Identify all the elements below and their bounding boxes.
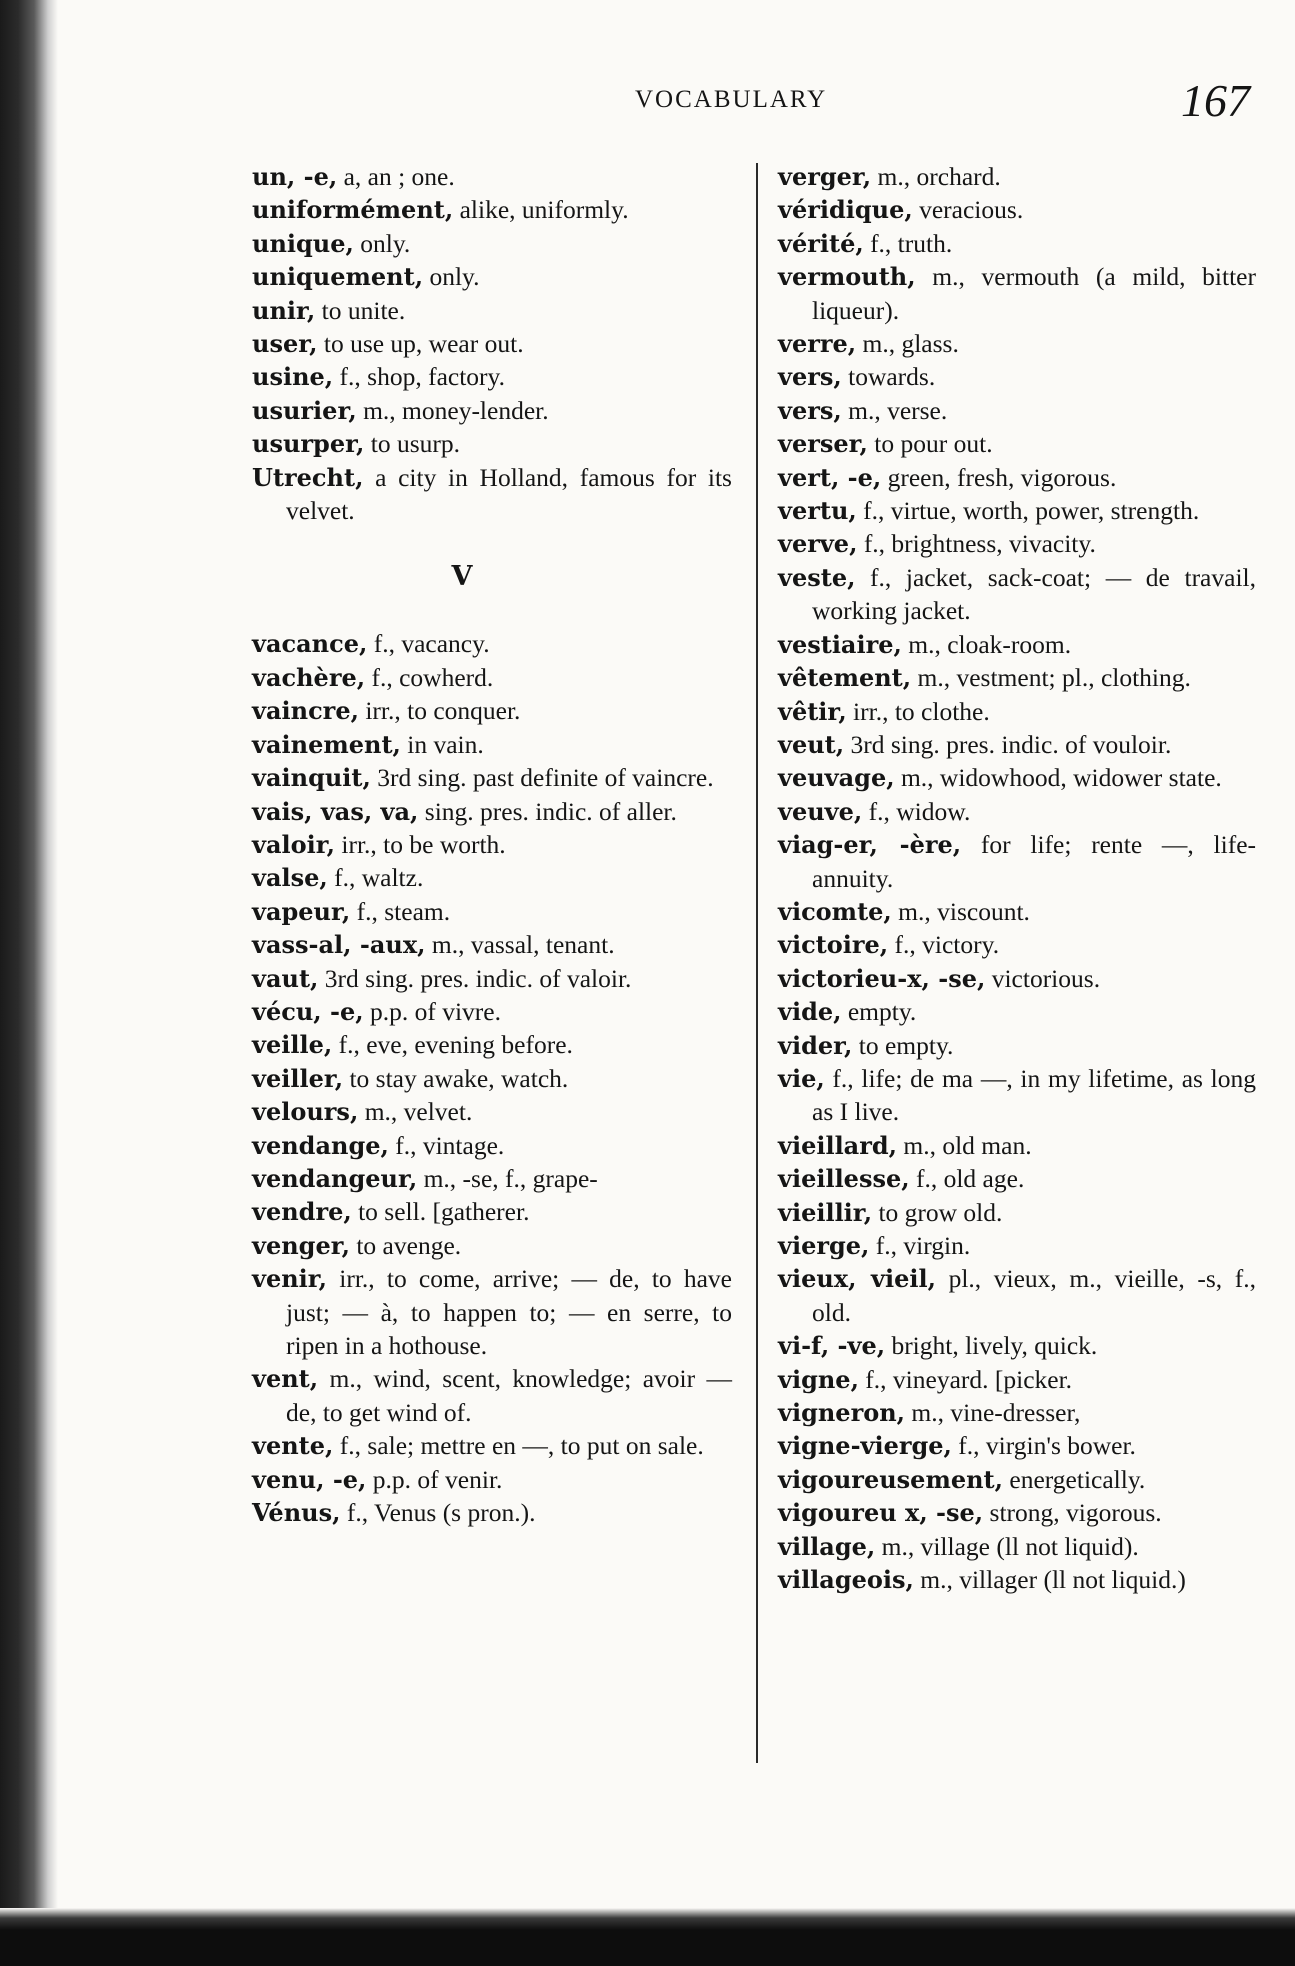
headword: victoire, <box>778 930 889 960</box>
headword: veuve, <box>778 796 863 826</box>
headword: vert, -e, <box>778 462 882 492</box>
vocab-entry <box>252 1195 732 1228</box>
vocab-entry <box>778 494 1256 527</box>
definition: f., brightness, vivacity. <box>857 529 1096 559</box>
definition: f., widow. <box>862 796 971 826</box>
vocab-entry <box>252 1028 732 1061</box>
headword: vigne, <box>778 1364 859 1394</box>
vocab-entry <box>252 1229 732 1262</box>
headword: usurper, <box>252 429 365 459</box>
definition: m., verse. <box>841 395 948 425</box>
vocab-entry <box>778 1129 1256 1162</box>
vocab-entry <box>252 227 732 260</box>
vocab-entry <box>778 761 1256 794</box>
definition: irr., to come, arrive; — de, to have just; — à, to happen to; — en serre, to ripen in a hothouse. <box>286 1264 732 1360</box>
headword: vigneron, <box>778 1398 906 1428</box>
definition: 3rd sing. past definite of vaincre. <box>370 763 714 793</box>
vocab-entry <box>778 461 1256 494</box>
headword: usine, <box>252 362 334 392</box>
vocab-entry <box>778 1329 1256 1362</box>
definition: veracious. <box>912 195 1024 225</box>
definition: f., sale; mettre en —, to put on sale. <box>333 1431 704 1461</box>
vocab-entry <box>252 962 732 995</box>
definition: m., vine-dresser, <box>905 1398 1081 1428</box>
vocab-entry <box>778 661 1256 694</box>
vocab-entry <box>252 928 732 961</box>
definition: f., eve, evening before. <box>332 1030 573 1060</box>
definition: irr., to be worth. <box>335 829 506 859</box>
vocab-entry <box>252 193 732 226</box>
vocab-entry <box>778 327 1256 360</box>
headword: verser, <box>778 429 868 459</box>
headword: vent, <box>252 1364 319 1394</box>
headword: un, -e, <box>252 162 338 191</box>
definition: f., victory. <box>888 930 1000 960</box>
headword: véridique, <box>778 195 913 225</box>
vocab-entry <box>252 1062 732 1095</box>
definition: to usurp. <box>364 429 460 459</box>
headword: villageois, <box>778 1565 914 1595</box>
page-bottom-edge <box>0 1908 1295 1966</box>
definition: m., old man. <box>897 1130 1032 1160</box>
vocab-entry <box>778 628 1256 661</box>
headword: veuvage, <box>778 763 895 793</box>
vocab-entry <box>252 861 732 894</box>
headword: venir, <box>252 1264 328 1294</box>
headword: vass-al, -aux, <box>252 930 426 960</box>
vocab-entry <box>778 1262 1256 1329</box>
vocab-entry <box>778 728 1256 761</box>
left-column <box>252 160 732 1529</box>
headword: vers, <box>778 395 842 425</box>
definition: f., cowherd. <box>365 662 494 692</box>
definition: alike, uniformly. <box>453 195 629 225</box>
page-number: 167 <box>1181 75 1250 126</box>
definition: m., wind, scent, knowledge; avoir — de, to get wind of. <box>286 1364 732 1427</box>
vocab-entry <box>252 895 732 928</box>
headword: veille, <box>252 1030 333 1060</box>
vocab-entry <box>252 828 732 861</box>
headword: village, <box>778 1531 876 1561</box>
definition: to avenge. <box>349 1230 462 1260</box>
vocab-entry <box>252 294 732 327</box>
headword: vêtir, <box>778 696 847 726</box>
vocab-entry <box>778 695 1256 728</box>
definition: f., vineyard. [picker. <box>858 1364 1073 1394</box>
headword: unir, <box>252 295 316 325</box>
definition: to pour out. <box>867 429 993 459</box>
definition: f., virgin's bower. <box>951 1431 1136 1461</box>
vocab-entry <box>778 1196 1256 1229</box>
vocab-entry <box>778 1429 1256 1462</box>
definition: f., shop, factory. <box>333 362 505 392</box>
column-divider <box>756 163 758 1763</box>
vocab-entry <box>252 694 732 727</box>
vocab-entry <box>252 1095 732 1128</box>
vocab-entry <box>778 995 1256 1028</box>
vocab-entry <box>778 260 1256 327</box>
definition: to unite. <box>315 295 406 325</box>
vocab-entry <box>778 1029 1256 1062</box>
vocab-entry <box>252 160 732 193</box>
headword: vapeur, <box>252 896 351 926</box>
headword: vigne-vierge, <box>778 1431 952 1461</box>
headword: uniquement, <box>252 262 424 292</box>
vocab-entry <box>252 1496 732 1529</box>
definition: towards. <box>841 362 936 392</box>
vocab-entry <box>252 461 732 528</box>
definition: m., glass. <box>856 329 959 359</box>
definition: p.p. of venir. <box>366 1464 503 1494</box>
vocab-entry <box>252 394 732 427</box>
definition: m., -se, f., grape- <box>417 1163 598 1193</box>
headword: vendre, <box>252 1197 352 1227</box>
definition: m., viscount. <box>891 896 1030 926</box>
definition: f., truth. <box>863 228 953 258</box>
definition: a city in Holland, famous for its velvet. <box>286 462 732 526</box>
definition: m., money-lender. <box>356 395 549 425</box>
headword: velours, <box>252 1097 359 1127</box>
headword: vais, vas, va, <box>252 796 419 826</box>
vocab-entry <box>778 1463 1256 1496</box>
definition: to grow old. <box>872 1197 1003 1227</box>
vocab-entry <box>252 1262 732 1362</box>
definition: f., old age. <box>909 1164 1025 1194</box>
vocab-entry <box>778 193 1256 226</box>
headword: vainement, <box>252 729 401 759</box>
definition: bright, lively, quick. <box>885 1331 1098 1361</box>
headword: verve, <box>778 529 858 559</box>
vocab-entry <box>252 1162 732 1195</box>
vocab-entry <box>778 1496 1256 1529</box>
headword: viag-er, -ère, <box>778 830 962 860</box>
definition: m., velvet. <box>358 1097 473 1127</box>
headword: vieillard, <box>778 1130 898 1160</box>
definition: a, an ; one. <box>337 162 455 191</box>
headword: vaut, <box>252 963 319 993</box>
headword: veiller, <box>252 1063 344 1093</box>
definition: for life; rente —, life-annuity. <box>812 830 1257 893</box>
definition: f., jacket, sack-coat; — de travail, working jacket. <box>812 562 1256 626</box>
definition: to empty. <box>852 1030 954 1060</box>
headword: usurier, <box>252 395 357 425</box>
headword: vendangeur, <box>252 1163 418 1193</box>
headword: vi-f, -ve, <box>778 1331 886 1361</box>
headword: vertu, <box>778 496 857 526</box>
headword: vendange, <box>252 1130 389 1160</box>
headword: valse, <box>252 863 328 893</box>
headword: venu, -e, <box>252 1464 367 1494</box>
headword: vêtement, <box>778 663 912 693</box>
headword: vieux, vieil, <box>778 1264 936 1294</box>
vocab-entry <box>252 761 732 794</box>
headword: vaincre, <box>252 696 359 726</box>
headword: vider, <box>778 1030 853 1060</box>
definition: pl., vieux, m., vieille, -s, f., old. <box>812 1264 1256 1327</box>
definition: in vain. <box>400 729 484 759</box>
vocab-entry <box>778 828 1256 895</box>
headword: vierge, <box>778 1231 870 1260</box>
vocab-entry <box>778 527 1256 560</box>
definition: strong, vigorous. <box>983 1498 1162 1528</box>
vocab-entry <box>778 928 1256 961</box>
headword: vigoureusement, <box>778 1464 1003 1494</box>
vocab-entry <box>778 1396 1256 1429</box>
book-spine-shadow <box>0 0 58 1966</box>
definition: f., life; de ma —, in my lifetime, as long as I live. <box>812 1063 1256 1127</box>
vocab-entry <box>252 360 732 393</box>
vocab-entry <box>252 1463 732 1496</box>
headword: vers, <box>778 362 842 392</box>
headword: vigoureu x, -se, <box>778 1498 984 1528</box>
definition: f., waltz. <box>327 863 424 893</box>
vocab-entry <box>252 260 732 293</box>
definition: m., village (ll not liquid). <box>875 1531 1139 1561</box>
v-entries-left <box>252 627 732 1529</box>
definition: p.p. of vivre. <box>363 996 501 1026</box>
headword: unique, <box>252 228 354 258</box>
headword: verre, <box>778 329 857 359</box>
vocab-entry <box>778 561 1256 628</box>
vocab-entry <box>252 627 732 660</box>
definition: empty. <box>841 997 917 1027</box>
vocab-entry <box>778 1363 1256 1396</box>
headword: valoir, <box>252 829 335 859</box>
headword: vestiaire, <box>778 629 902 659</box>
vocab-entry <box>778 795 1256 828</box>
headword: vacance, <box>252 629 368 659</box>
definition: m., vestment; pl., clothing. <box>911 663 1191 693</box>
headword: vermouth, <box>778 262 916 292</box>
headword: Vénus, <box>252 1498 341 1528</box>
vocab-entry <box>778 160 1256 193</box>
headword: verger, <box>778 162 872 191</box>
definition: sing. pres. indic. of aller. <box>418 796 677 826</box>
headword: vicomte, <box>778 896 892 926</box>
headword: vachère, <box>252 662 366 692</box>
definition: f., vintage. <box>388 1130 505 1160</box>
definition: f., virtue, worth, power, strength. <box>856 496 1200 526</box>
vocab-entry <box>778 1563 1256 1596</box>
vocab-entry <box>778 227 1256 260</box>
right-column <box>778 160 1256 1596</box>
definition: m., vermouth (a mild, bitter liqueur). <box>812 262 1256 325</box>
definition: irr., to conquer. <box>358 696 521 726</box>
headword: veut, <box>778 729 845 759</box>
headword: vide, <box>778 997 842 1027</box>
headword: vieillesse, <box>778 1164 910 1194</box>
definition: only. <box>353 228 411 258</box>
definition: irr., to clothe. <box>846 696 990 726</box>
definition: green, fresh, vigorous. <box>881 462 1117 492</box>
definition: f., steam. <box>350 896 451 926</box>
definition: 3rd sing. pres. indic. of vouloir. <box>844 729 1172 759</box>
definition: m., widowhood, widower state. <box>894 763 1222 793</box>
definition: m., cloak-room. <box>901 629 1072 659</box>
definition: to use up, wear out. <box>317 329 524 359</box>
page-header <box>250 75 1250 126</box>
definition: victorious. <box>985 963 1101 993</box>
vocab-entry <box>778 962 1256 995</box>
vocab-entry <box>252 995 732 1028</box>
v-entries-right <box>778 160 1256 1596</box>
definition: 3rd sing. pres. indic. of valoir. <box>318 963 632 993</box>
headword: vécu, -e, <box>252 996 364 1026</box>
headword: user, <box>252 329 318 359</box>
vocab-entry <box>252 327 732 360</box>
definition: to sell. [gatherer. <box>351 1197 530 1227</box>
headword: vieillir, <box>778 1197 873 1227</box>
headword: uniformément, <box>252 195 454 225</box>
definition: f., Venus (s pron.). <box>340 1498 536 1528</box>
definition: m., orchard. <box>871 162 1001 191</box>
definition: only. <box>423 262 480 292</box>
headword: vérité, <box>778 228 864 258</box>
headword: venger, <box>252 1230 350 1260</box>
vocab-entry <box>778 895 1256 928</box>
headword: veste, <box>778 562 856 592</box>
vocab-entry <box>778 1530 1256 1563</box>
headword: victorieu-x, -se, <box>778 963 986 993</box>
vocab-entry <box>252 1129 732 1162</box>
vocab-entry <box>252 1429 732 1462</box>
vocab-entry <box>252 427 732 460</box>
vocab-entry <box>778 1062 1256 1129</box>
definition: m., villager (ll not liquid.) <box>913 1565 1186 1595</box>
vocab-entry <box>778 1229 1256 1262</box>
vocab-entry <box>778 394 1256 427</box>
vocab-entry <box>252 728 732 761</box>
headword: vainquit, <box>252 763 371 793</box>
definition: m., vassal, tenant. <box>425 930 615 960</box>
headword: vente, <box>252 1431 334 1461</box>
running-title: VOCABULARY <box>635 86 828 113</box>
vocab-entry <box>778 360 1256 393</box>
definition: energetically. <box>1003 1464 1146 1494</box>
u-entries <box>252 160 732 527</box>
vocab-entry <box>252 1362 732 1429</box>
headword: Utrecht, <box>252 462 364 492</box>
vocab-entry <box>252 661 732 694</box>
vocab-entry <box>778 427 1256 460</box>
vocab-entry <box>778 1162 1256 1195</box>
headword: vie, <box>778 1063 825 1093</box>
definition: to stay awake, watch. <box>343 1063 569 1093</box>
definition: f., virgin. <box>869 1231 971 1260</box>
definition: f., vacancy. <box>367 629 490 659</box>
vocab-entry <box>252 795 732 828</box>
section-letter: V <box>451 561 473 593</box>
